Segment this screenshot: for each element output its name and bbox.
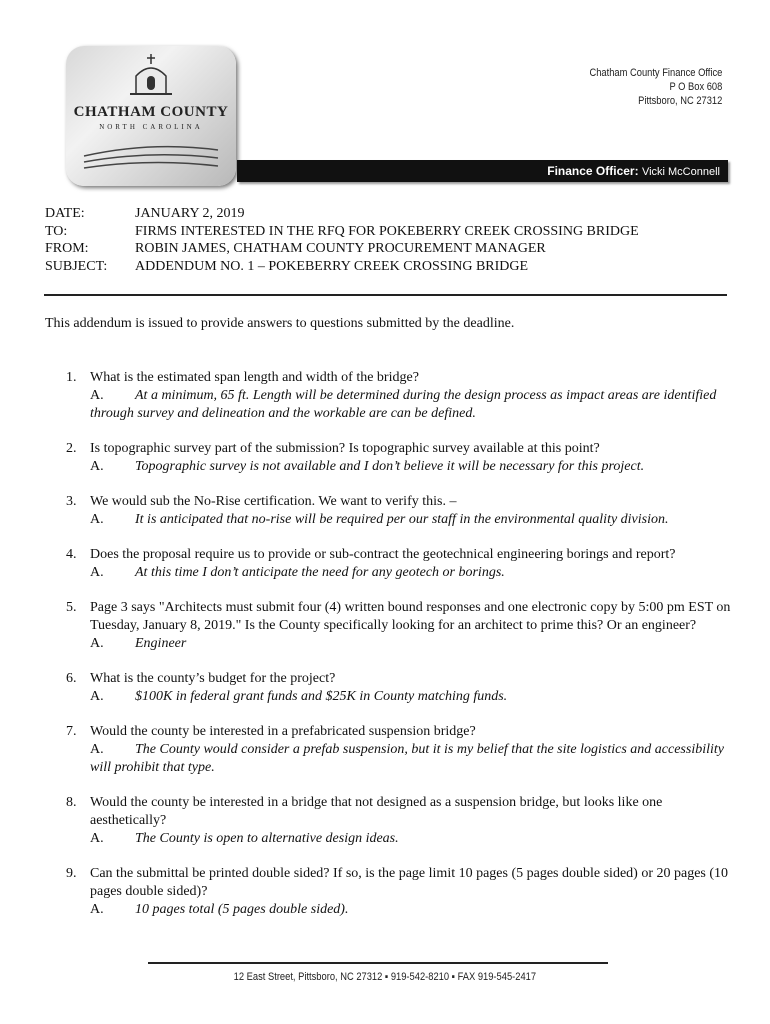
answer-label: A. — [90, 388, 104, 403]
footer-divider — [148, 962, 608, 964]
answer-body: The County would consider a prefab suspension, but it is my belief that the site logistics and accessibility will prohibit that type. — [90, 742, 724, 775]
question-answer-list — [66, 369, 736, 919]
question-number: 1. — [66, 370, 77, 385]
memo-to: FIRMS INTERESTED IN THE RFQ FOR POKEBERRY CREEK CROSSING BRIDGE — [135, 223, 639, 239]
answer-text — [90, 511, 736, 529]
answer-body: The County is open to alternative design ideas. — [135, 831, 399, 846]
memo-from: ROBIN JAMES, CHATHAM COUNTY PROCUREMENT MANAGER — [135, 241, 546, 256]
qa-item — [66, 723, 736, 777]
answer-body: Topographic survey is not available and I don’t believe it will be necessary for this project. — [135, 459, 645, 474]
finance-officer-name: Vicki McConnell — [641, 166, 720, 178]
question-number: 9. — [66, 866, 77, 881]
date-key: DATE: — [45, 206, 85, 221]
question-number: 8. — [66, 795, 77, 810]
subject-key: SUBJECT: — [45, 258, 108, 274]
logo-county-name: CHATHAM COUNTY — [73, 104, 229, 120]
qa-item — [66, 794, 736, 848]
question-number: 3. — [66, 494, 77, 509]
answer-text — [90, 635, 736, 653]
qa-item — [66, 493, 736, 529]
answer-label: A. — [90, 636, 104, 651]
finance-officer-banner — [237, 160, 728, 182]
question-text: We would sub the No-Rise certification. We want to verify this. – — [90, 494, 457, 509]
qa-item — [66, 670, 736, 706]
answer-label: A. — [90, 742, 104, 757]
qa-item — [66, 865, 736, 919]
question-number: 2. — [66, 441, 77, 456]
intro-text: This addendum is issued to provide answers to questions submitted by the deadline. — [45, 316, 515, 331]
answer-label: A. — [90, 689, 104, 704]
answer-text — [90, 458, 736, 476]
answer-text — [90, 741, 736, 777]
answer-body: At a minimum, 65 ft. Length will be determined during the design process as impact areas are identified through survey and delineation and the workable are can be defined. — [90, 388, 717, 421]
question-text: Does the proposal require us to provide or sub-contract the geotechnical engineering borings and report? — [90, 547, 676, 562]
question-number: 6. — [66, 671, 77, 686]
to-key: TO: — [45, 223, 68, 239]
question-text: Would the county be interested in a bridge that not designed as a suspension bridge, but looks like one aesthetically? — [90, 795, 663, 828]
question-number: 7. — [66, 724, 77, 739]
address-line-3: Pittsboro, NC 27312 — [637, 95, 722, 107]
logo-state-name: NORTH CAROLINA — [99, 123, 203, 131]
answer-text — [90, 901, 736, 919]
finance-officer-label: Finance Officer: — [547, 164, 639, 178]
question-text: What is the estimated span length and width of the bridge? — [90, 370, 419, 385]
question-text: Page 3 says "Architects must submit four (4) written bound responses and one electronic copy by 5:00 pm EST on Tuesday, January 8, 2019." Is the County specifically looking for an architect to prime this? Or an engineer? — [90, 600, 731, 633]
question-number: 4. — [66, 547, 77, 562]
answer-label: A. — [90, 459, 104, 474]
answer-text — [90, 688, 736, 706]
question-text: Is topographic survey part of the submission? Is topographic survey available at this point? — [90, 441, 600, 456]
answer-label: A. — [90, 831, 104, 846]
answer-body: It is anticipated that no-rise will be required per our staff in the environmental quality division. — [135, 512, 669, 527]
qa-item — [66, 369, 736, 423]
answer-body: 10 pages total (5 pages double sided). — [135, 902, 349, 917]
memo-date: JANUARY 2, 2019 — [135, 206, 245, 221]
answer-text — [90, 830, 736, 848]
answer-label: A. — [90, 565, 104, 580]
address-line-2: P O Box 608 — [669, 81, 722, 93]
answer-body: Engineer — [135, 636, 187, 651]
footer — [0, 971, 770, 983]
qa-item — [66, 599, 736, 653]
answer-text — [90, 387, 736, 423]
qa-item — [66, 546, 736, 582]
answer-body: $100K in federal grant funds and $25K in County matching funds. — [135, 689, 508, 704]
answer-label: A. — [90, 512, 104, 527]
question-text: What is the county’s budget for the project? — [90, 671, 336, 686]
question-text: Can the submittal be printed double sided? If so, is the page limit 10 pages (5 pages double sided) or 20 pages (10 pages double sided)? — [90, 866, 729, 899]
question-number: 5. — [66, 600, 77, 615]
memo-header — [45, 205, 639, 275]
question-text: Would the county be interested in a prefabricated suspension bridge? — [90, 724, 476, 739]
answer-body: At this time I don’t anticipate the need for any geotech or borings. — [135, 565, 505, 580]
qa-item — [66, 440, 736, 476]
answer-label: A. — [90, 902, 104, 917]
from-key: FROM: — [45, 241, 89, 256]
header-divider — [44, 294, 727, 296]
address-line-1: Chatham County Finance Office — [589, 67, 722, 79]
footer-contact: 12 East Street, Pittsboro, NC 27312 ▪ 919-542-8210 ▪ FAX 919-545-2417 — [233, 971, 537, 983]
county-logo — [66, 46, 236, 186]
memo-subject: ADDENDUM NO. 1 – POKEBERRY CREEK CROSSING BRIDGE — [135, 258, 529, 274]
office-address — [589, 66, 722, 108]
answer-text — [90, 564, 736, 582]
